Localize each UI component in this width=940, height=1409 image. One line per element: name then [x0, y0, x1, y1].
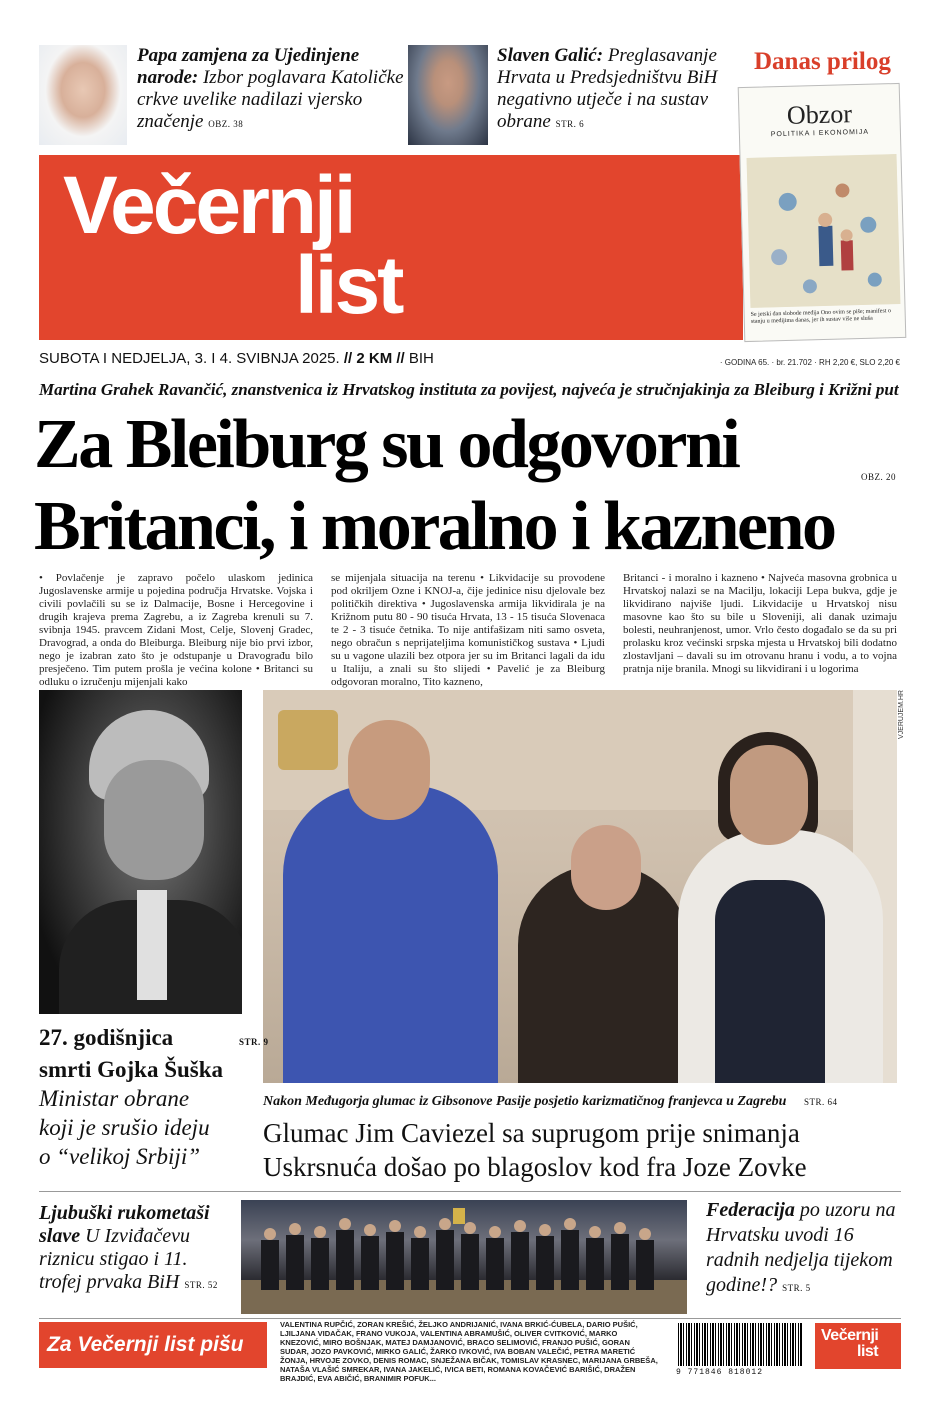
susak-body-line3: o “velikoj Srbiji” — [39, 1144, 200, 1169]
obzor-caption: Se jetski dan slobode medija Ono ovim se piše; manifest o stanju u medijima danas, jer ih sustav više ne sluša — [750, 308, 891, 325]
teaser-galic[interactable] — [497, 45, 747, 135]
contributors-label: Za Večernji list pišu — [39, 1322, 267, 1368]
dateline-date: SUBOTA I NEDJELJA, 3. I 4. SVIBNJA 2025. — [39, 350, 340, 367]
federacija-bold: Federacija — [706, 1199, 795, 1221]
pope-photo — [39, 45, 127, 145]
teaser-papa-ref: OBZ. 38 — [208, 119, 244, 129]
lead-column-3: Britanci - i moralno i kazneno • Najveća masovna grobnica u Hrvatskoj nalazi se na Macilju, lokaciji Lepa bukva, gdje je likvidirano najviše ljudi. Likvidacije u Hrvatskoj nisu masovne kao što su bile u Sloveniji, ali danak uzimaju bolesti, neuhranjenost, umor. Vrlo često događalo se da su pri prolasku kroz većinski srpska mjesta u Hrvatskoj bili dodatno zlostavljani – davali su im otrovanu hranu i vodu, a to vojna pratnja nije branila. Mnogi su likvidirani i u logorima — [623, 572, 897, 675]
footer-divider — [39, 1318, 901, 1319]
obzor-title: Obzor — [786, 99, 853, 130]
teaser-galic-text: Preglasavanje Hrvata u Predsjedništvu BiH negativno utječe i na sustav obrane — [497, 45, 718, 132]
teaser-papa-text: Izbor poglavara Katoličke crkve uvelike nadilazi vjersko značenje — [137, 67, 404, 132]
masthead-logo-line2: list — [295, 240, 402, 331]
susak-ref: STR. 9 — [238, 1037, 269, 1047]
federacija-text: po uzoru na Hrvatsku uvodi 16 radnih nedjelja tijekom godine!? — [706, 1199, 896, 1296]
caviezel-headline-line1: Glumac Jim Caviezel sa suprugom prije snimanja — [263, 1118, 800, 1148]
obzor-subtitle: POLITIKA I EKONOMIJA — [770, 128, 870, 139]
lead-headline-line2: Britanci, i moralno i kazneno — [34, 488, 835, 565]
susak-body — [39, 1084, 210, 1171]
obzor-illustration — [747, 154, 901, 308]
caviezel-ref: STR. 64 — [803, 1097, 838, 1107]
dateline-region: BIH — [408, 350, 434, 367]
masthead[interactable] — [39, 155, 743, 340]
lead-column-1: • Povlačenje je zapravo počelo ulaskom jedinica Jugoslavenske armije u pojedina područja Hrvatske. Vojska i civili povlačili su se iz Dalmacije, Bosne i Hercegovine i drugih krajeva prema Zagrebu, a iz Zagreba krenuli su 7. svibnja 1945. pravcem Zidani Most, Celje, Slovenj Gradec, Dravograd, a onda do Bleiburga. Bleiburg nije bio prvi izbor, nego je izabran zato što je odstupanje u Dravograđu bilo presječeno. Tim putem prošla je većina kolone • Britanci su odluku o izručenju mijenjali kako — [39, 572, 313, 688]
ljubuski-bold: Ljubuški rukometaši slave — [39, 1202, 210, 1247]
teaser-galic-ref: STR. 6 — [555, 119, 585, 129]
lead-kicker: Martina Grahek Ravančić, znanstvenica iz Hrvatskog instituta za povijest, najveća je stručnjakinja za Bleiburg i Križni put — [39, 380, 899, 399]
teaser-galic-bold: Slaven Galić: — [497, 45, 604, 66]
susak-photo — [39, 690, 242, 1014]
photo-credit: VJERUJEM.HR — [898, 690, 905, 740]
dateline-price: // 2 KM // — [343, 350, 405, 367]
ljubuski-text: U Izviđačevu riznicu stigao i 11. trofej prvaka BiH — [39, 1225, 191, 1293]
federacija-story[interactable] — [706, 1198, 901, 1301]
caviezel-headline-line2: Uskrsnuća došao po blagoslov kod fra Joze Zovke — [263, 1152, 807, 1182]
obzor-supplement-cover[interactable] — [738, 83, 907, 342]
federacija-ref: STR. 5 — [782, 1283, 811, 1293]
dateline — [39, 350, 434, 367]
masthead-logo-line1: Večernji — [63, 160, 354, 251]
footer-logo-line2: list — [857, 1343, 879, 1360]
susak-body-line2: koji je srušio ideju — [39, 1115, 210, 1140]
lead-ref: OBZ. 20 — [861, 472, 896, 482]
susak-body-line1: Ministar obrane — [39, 1086, 190, 1111]
teaser-papa[interactable] — [137, 45, 409, 135]
supplement-label: Danas prilog — [754, 48, 891, 75]
susak-headline-line1: 27. godišnjica STR. 9 — [39, 1025, 269, 1050]
footer-logo-line1: Večernji — [821, 1327, 879, 1344]
susak-headline-line2: smrti Gojka Šuška — [39, 1057, 224, 1082]
contributors-list: VALENTINA RUPČIĆ, ZORAN KREŠIĆ, ŽELJKO ANDRIJANIĆ, IVANA BRKIĆ-ĆUBELA, DARIO PUŠIĆ, LJILJANA VIDAČAK, FRANO VUKOJA, VALENTINA ABRAMUŠIĆ, OLIVER CVITKOVIĆ, MARKO KNEZOVIĆ, MIRO BOŠNJAK, MATEJ DAMJANOVIĆ, BRACO SELIMOVIĆ, FRANJO PUŠIĆ, GORAN SUDAR, JOZO PAVKOVIĆ, MIRKO GALIĆ, ŽARKO IVKOVIĆ, IVA BOBAN VALEČIĆ, PETRA MARETIĆ ŽONJA, HRVOJE ZOVKO, DENIS ROMAC, SNJEŽANA BIČAK, TOMISLAV KRASNEC, MARIJANA GRBEŠA, NATAŠA VLAŠIĆ SMREKAR, IVANA JAKELIĆ, IVICA BETI, ROMANA KOVAČEVIĆ BARIŠIĆ, DRAŽEN BRAJDIĆ, EVA ABIČIĆ, BRANIMIR POFUK... — [280, 1320, 658, 1383]
caviezel-kicker: Nakon Međugorja glumac iz Gibsonove Pasije posjetio karizmatičnog franjevca u Zagrebu STR. 64 — [263, 1094, 838, 1109]
ljubuski-ref: STR. 52 — [184, 1280, 218, 1290]
caviezel-headline[interactable] — [263, 1116, 807, 1184]
ljubuski-story[interactable] — [39, 1202, 234, 1297]
section-divider — [39, 1191, 901, 1192]
footer-logo — [815, 1323, 901, 1369]
handball-team-drawing — [241, 1200, 687, 1314]
galic-photo — [408, 45, 488, 145]
barcode — [678, 1323, 802, 1366]
caviezel-photo — [263, 690, 897, 1083]
lead-headline-line1: Za Bleiburg su odgovorni — [34, 406, 739, 483]
susak-headline[interactable] — [39, 1024, 268, 1083]
lead-column-2: se mijenjala situacija na terenu • Likvidacije su provodene pod okriljem Ozne i KNOJ-a, čije jedinice nisu djelovale bez političkih direktiva • Jugoslavenska armija likvidirala je na Križnom putu 80 - 90 tisuća Hrvata, 13 - 15 tisuća Slovenaca te 2 - 3 tisuće četnika. To nije antifašizam niti samo osveta, nego obračun s neprijateljima komunističkog sustava • Ljudi su u vagone ulazili bez otpora jer su im Britanci lagali da idu u Italiju, a znali su što slijedi • Pavelić je za Bleiburg odgovoran moralno, Tito kazneno, — [331, 572, 605, 688]
edition-info: · GODINA 65. · br. 21.702 · RH 2,20 €, SLO 2,20 € — [719, 358, 900, 367]
handball-team-photo — [241, 1200, 687, 1314]
barcode-number: 9 771846 818012 — [676, 1368, 764, 1377]
lead-headline[interactable] — [34, 404, 835, 568]
obzor-illustration-drawing — [747, 154, 901, 308]
teaser-papa-bold: Papa zamjena za Ujedinjene narode: — [137, 45, 360, 88]
